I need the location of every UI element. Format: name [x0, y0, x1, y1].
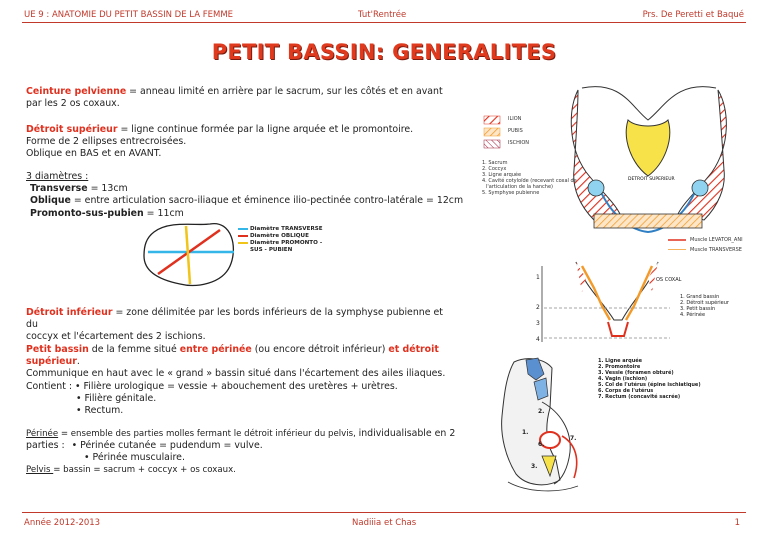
detroit-inf-term: Détroit inférieur [26, 307, 113, 318]
header-left: UE 9 : ANATOMIE DU PETIT BASSIN DE LA FEMME [24, 10, 234, 20]
petit-bassin-term: Petit bassin [26, 344, 89, 355]
fig3-mark-3: 3. [531, 463, 538, 470]
perinee-term: Périnée [26, 429, 59, 439]
detroit-sup-term: Détroit supérieur [26, 124, 118, 135]
fig3-mark-7: 7. [570, 435, 577, 442]
footer-center: Nadiiia et Chas [352, 518, 417, 528]
figure2-list: 1. Grand bassin 2. Détroit supérieur 3. Petit bassin 4. Périnée [680, 294, 729, 318]
figure1-numbered-list: 1. Sacrum 2. Coccyx 3. Ligne arquée 4. Cavité cotyloïde (recevant coxal de l'articulation de la hanche) 5. Symphyse pubienne [482, 160, 577, 196]
page-title: PETIT BASSIN: GENERALITES [211, 40, 557, 64]
figure2-os-label: OS COXAL [656, 277, 682, 283]
footer-page-number: 1 [734, 518, 740, 528]
pelvis-paragraph: Pelvis = bassin = sacrum + coccyx + os coxaux. [26, 465, 236, 475]
figure2-num-1: 1 [536, 274, 540, 281]
fig3-mark-1: 1. [522, 429, 529, 436]
diametres-heading: 3 diamètres : [26, 171, 89, 182]
footer-rule [22, 512, 746, 513]
perinee-paragraph: Périnée = ensemble des parties molles fermant le détroit inférieur du pelvis, individualisable en 2 parties : • Périnée cutanée = pudendum = vulve. • Périnée musculaire. [26, 428, 456, 464]
diametres-paragraph: 3 diamètres : Transverse = 13cm Oblique = entre articulation sacro-iliaque et éminence ilio-pectinée contro-latérale = 12cm Promonto-sus-pubien = 11cm [26, 171, 464, 219]
figure3-list: 1. Ligne arquée 2. Promontoire 3. Vessie (foramen obturé) 4. Vagin (ischion) 5. Col de l'utérus (épine ischiatique) 6. Corps de l'utérus 7. Rectum (concavité sacrée) [598, 358, 701, 400]
pelvis-term: Pelvis [26, 465, 54, 475]
figure2-num-4: 4 [536, 336, 540, 343]
petit-bassin-paragraph: Petit bassin de la femme situé entre périnée (ou encore détroit inférieur) et détroit supérieur. Communique en haut avec le « grand » bassin situé dans l'écartement des ailes iliaques. Contient : • Filière urologique = vessie + abouchement des uretères + urètres. • Filière génitale. • Rectum. [26, 344, 446, 417]
fig3-mark-2: 2. [538, 408, 545, 415]
ceinture-term: Ceinture pelvienne [26, 86, 127, 97]
figure2-num-3: 3 [536, 320, 540, 327]
header-right: Prs. De Peretti et Baqué [642, 10, 744, 20]
diameter-legend: Diamètre TRANSVERSE Diamètre OBLIQUE Diamètre PROMONTO - SUS - PUBIEN [238, 226, 323, 254]
header-rule [22, 22, 746, 23]
header-center: Tut'Rentrée [358, 10, 407, 20]
figure1-bone-legend: ILION PUBIS ISCHION [508, 116, 530, 146]
pelvis-sagittal-figure [486, 352, 596, 500]
footer-left: Année 2012-2013 [24, 518, 101, 528]
figure1-muscle-legend: Muscle LEVATOR_ANI Muscle TRANSVERSE [690, 237, 743, 253]
fig3-mark-6: 6. [538, 441, 545, 448]
ceinture-paragraph: Ceinture pelvienne = anneau limité en arrière par le sacrum, sur les côtés et en avant par les 2 os coxaux. [26, 86, 443, 110]
figure2-num-2: 2 [536, 304, 540, 311]
pelvis-frontal-figure [530, 258, 680, 350]
detroit-inferieur-paragraph: Détroit inférieur = zone délimitée par les bords inférieurs de la symphyse pubienne et du coccyx et l'écartement des 2 ischions. [26, 307, 443, 343]
svg-text:DETROIT SUPERIEUR: DETROIT SUPERIEUR [628, 177, 675, 182]
diameter-diagram [140, 218, 240, 290]
detroit-superieur-paragraph: Détroit supérieur = ligne continue formée par la ligne arquée et le promontoire. Forme de 2 ellipses entrecroisées. Oblique en BAS et en AVANT. [26, 124, 414, 160]
